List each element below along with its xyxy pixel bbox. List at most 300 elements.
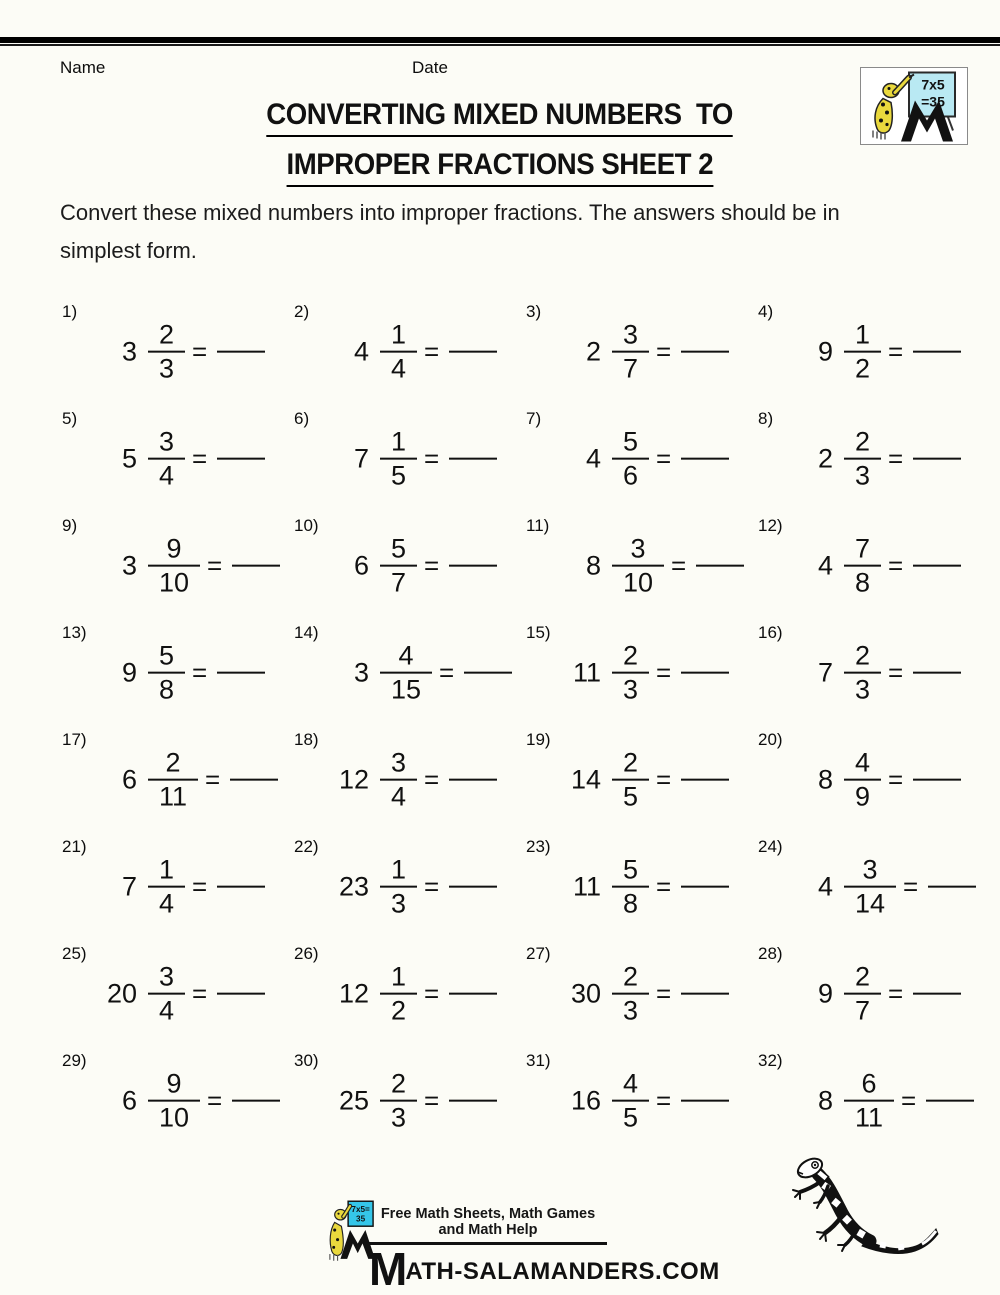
problem-number: 27) (526, 944, 551, 963)
problem-cell (751, 407, 983, 514)
equals-sign: = (424, 550, 440, 581)
equals-sign: = (424, 764, 440, 795)
problem-cell (287, 514, 519, 621)
problem-number: 15) (526, 623, 551, 642)
whole-number: 6 (121, 764, 137, 795)
problem-expression (317, 1070, 497, 1133)
fraction-numerator: 3 (862, 854, 878, 885)
problem-number: 10) (294, 516, 319, 535)
fraction-denominator: 7 (380, 565, 417, 597)
fraction (844, 642, 881, 705)
equals-sign: = (207, 1085, 223, 1116)
problem-cell (751, 1049, 983, 1156)
problem-cell (55, 300, 287, 407)
fraction-denominator: 4 (148, 458, 185, 490)
problem-number: 1) (62, 302, 78, 321)
problem-cell (55, 621, 287, 728)
problem-expression (317, 428, 497, 491)
problem-expression (781, 749, 961, 812)
problem-number: 20) (758, 730, 783, 749)
fraction-denominator: 3 (148, 351, 185, 383)
instructions-text (60, 194, 960, 269)
problem-number: 32) (758, 1051, 783, 1070)
whole-number: 11 (572, 871, 601, 902)
problem-number: 28) (758, 944, 783, 963)
fraction (380, 321, 417, 384)
problem-expression (85, 642, 265, 705)
fraction (380, 428, 417, 491)
answer-blank (681, 993, 729, 995)
problem-number: 23) (526, 837, 551, 856)
answer-blank (926, 1100, 974, 1102)
problem-number: 31) (526, 1051, 551, 1070)
problem-expression (781, 428, 961, 491)
problem-cell (287, 942, 519, 1049)
fraction-numerator: 1 (855, 319, 871, 350)
problem-expression (85, 749, 278, 812)
answer-blank (449, 886, 497, 888)
problem-number: 25) (62, 944, 87, 963)
problem-number: 7) (526, 409, 542, 428)
fraction-denominator: 10 (148, 1100, 200, 1132)
fraction-denominator: 4 (380, 351, 417, 383)
fraction-numerator: 7 (855, 533, 871, 564)
svg-text:=35: =35 (921, 93, 945, 110)
problem-expression (781, 856, 976, 919)
equals-sign: = (888, 336, 904, 367)
whole-number: 9 (817, 336, 833, 367)
fraction (844, 749, 881, 812)
answer-blank (928, 886, 976, 888)
problem-expression (85, 535, 280, 598)
equals-sign: = (192, 978, 208, 1009)
problem-cell (55, 942, 287, 1049)
problem-expression (317, 535, 497, 598)
fraction-denominator: 5 (380, 458, 417, 490)
fraction (380, 749, 417, 812)
fraction-numerator: 2 (623, 961, 639, 992)
whole-number: 5 (121, 443, 137, 474)
footer-salamander-icon (327, 1198, 375, 1264)
fraction-denominator: 11 (844, 1100, 894, 1132)
fraction (148, 963, 185, 1026)
fraction (844, 535, 881, 598)
fraction-numerator: 2 (855, 426, 871, 457)
whole-number: 4 (817, 871, 833, 902)
fraction-denominator: 8 (148, 672, 185, 704)
equals-sign: = (192, 336, 208, 367)
equals-sign: = (901, 1085, 917, 1116)
fraction (844, 428, 881, 491)
equals-sign: = (888, 657, 904, 688)
fraction-numerator: 3 (159, 961, 175, 992)
problem-cell (519, 514, 751, 621)
whole-number: 4 (585, 443, 601, 474)
site-name (369, 1243, 720, 1295)
fraction-denominator: 7 (844, 993, 881, 1025)
fraction-numerator: 4 (623, 1068, 639, 1099)
worksheet-title (0, 98, 1000, 187)
problem-cell (287, 835, 519, 942)
fraction-numerator: 9 (166, 1068, 182, 1099)
problem-number: 13) (62, 623, 87, 642)
problem-number: 24) (758, 837, 783, 856)
fraction (612, 749, 649, 812)
problem-number: 8) (758, 409, 774, 428)
problem-number: 3) (526, 302, 542, 321)
whole-number: 2 (585, 336, 601, 367)
footer-tagline: Free Math Sheets, Math Games and Math Help (380, 1206, 596, 1238)
problem-expression (549, 321, 729, 384)
whole-number: 8 (585, 550, 601, 581)
equals-sign: = (656, 1085, 672, 1116)
problem-expression (549, 749, 729, 812)
whole-number: 6 (121, 1085, 137, 1116)
equals-sign: = (424, 1085, 440, 1116)
whole-number: 23 (338, 871, 369, 902)
svg-text:7x5: 7x5 (921, 76, 945, 93)
fraction-numerator: 4 (855, 747, 871, 778)
fraction-numerator: 2 (165, 747, 181, 778)
equals-sign: = (656, 978, 672, 1009)
fraction-denominator: 3 (380, 1100, 417, 1132)
problem-cell (751, 514, 983, 621)
equals-sign: = (656, 657, 672, 688)
name-label: Name (60, 58, 106, 77)
whole-number: 4 (353, 336, 369, 367)
problem-number: 2) (294, 302, 310, 321)
problem-expression (549, 1070, 729, 1133)
answer-blank (681, 886, 729, 888)
problem-cell (519, 1049, 751, 1156)
problem-cell (55, 407, 287, 514)
equals-sign: = (192, 443, 208, 474)
site-name-m: M (369, 1243, 406, 1295)
problem-cell (55, 514, 287, 621)
whole-number: 30 (570, 978, 601, 1009)
whole-number: 16 (570, 1085, 601, 1116)
fraction-denominator: 4 (380, 779, 417, 811)
problem-expression (781, 321, 961, 384)
answer-blank (449, 565, 497, 567)
problem-cell (55, 835, 287, 942)
fraction-numerator: 5 (159, 640, 175, 671)
instructions-line-2: simplest form. (60, 237, 197, 263)
fraction-numerator: 5 (623, 854, 639, 885)
problem-cell (287, 407, 519, 514)
problem-number: 16) (758, 623, 783, 642)
problem-cell (751, 835, 983, 942)
svg-text:35: 35 (356, 1214, 366, 1224)
equals-sign: = (424, 871, 440, 902)
whole-number: 14 (570, 764, 601, 795)
problem-number: 6) (294, 409, 310, 428)
whole-number: 7 (817, 657, 833, 688)
fraction (148, 428, 185, 491)
answer-blank (464, 672, 512, 674)
problem-expression (549, 428, 729, 491)
problem-cell (287, 621, 519, 728)
problem-expression (85, 856, 265, 919)
equals-sign: = (888, 978, 904, 1009)
whole-number: 25 (338, 1085, 369, 1116)
answer-blank (449, 993, 497, 995)
fraction-denominator: 8 (612, 886, 649, 918)
fraction-denominator: 10 (148, 565, 200, 597)
problem-expression (317, 642, 512, 705)
problem-number: 19) (526, 730, 551, 749)
fraction (380, 642, 432, 705)
fraction (612, 428, 649, 491)
equals-sign: = (192, 657, 208, 688)
whole-number: 8 (817, 764, 833, 795)
fraction (844, 856, 896, 919)
problem-cell (287, 300, 519, 407)
fraction-numerator: 6 (861, 1068, 877, 1099)
fraction-numerator: 5 (391, 533, 407, 564)
problem-expression (85, 963, 265, 1026)
problem-number: 12) (758, 516, 783, 535)
fraction (380, 1070, 417, 1133)
whole-number: 7 (121, 871, 137, 902)
problem-cell (519, 407, 751, 514)
answer-blank (449, 351, 497, 353)
problem-cell (519, 621, 751, 728)
fraction-numerator: 2 (855, 640, 871, 671)
whole-number: 9 (817, 978, 833, 1009)
whole-number: 4 (817, 550, 833, 581)
problem-cell (287, 1049, 519, 1156)
fraction-denominator: 7 (612, 351, 649, 383)
site-name-rest: ATH-SALAMANDERS.COM (405, 1258, 720, 1285)
fraction-numerator: 2 (159, 319, 175, 350)
problem-expression (85, 1070, 280, 1133)
title-line-2: IMPROPER FRACTIONS SHEET 2 (287, 148, 714, 187)
fraction-numerator: 1 (391, 961, 407, 992)
whole-number: 8 (817, 1085, 833, 1116)
fraction (148, 535, 200, 598)
fraction-denominator: 9 (844, 779, 881, 811)
fraction (380, 856, 417, 919)
fraction-denominator: 3 (844, 458, 881, 490)
answer-blank (913, 458, 961, 460)
whole-number: 9 (121, 657, 137, 688)
problem-cell (519, 728, 751, 835)
answer-blank (449, 458, 497, 460)
fraction-numerator: 1 (391, 426, 407, 457)
whole-number: 12 (338, 978, 369, 1009)
fraction (612, 963, 649, 1026)
problem-number: 4) (758, 302, 774, 321)
fraction-denominator: 3 (612, 993, 649, 1025)
problem-expression (85, 321, 265, 384)
problem-expression (549, 535, 744, 598)
problem-number: 26) (294, 944, 319, 963)
fraction-denominator: 8 (844, 565, 881, 597)
title-line-1: CONVERTING MIXED NUMBERS TO (267, 98, 734, 137)
problem-cell (519, 942, 751, 1049)
answer-blank (913, 993, 961, 995)
whole-number: 6 (353, 550, 369, 581)
equals-sign: = (671, 550, 687, 581)
fraction-numerator: 3 (623, 319, 639, 350)
whole-number: 3 (353, 657, 369, 688)
fraction-numerator: 2 (623, 747, 639, 778)
fraction-denominator: 3 (380, 886, 417, 918)
problem-expression (781, 963, 961, 1026)
problem-number: 11) (526, 516, 550, 535)
answer-blank (913, 565, 961, 567)
equals-sign: = (656, 871, 672, 902)
answer-blank (681, 1100, 729, 1102)
problem-expression (549, 856, 729, 919)
fraction-numerator: 3 (159, 426, 175, 457)
fraction-denominator: 2 (844, 351, 881, 383)
equals-sign: = (888, 550, 904, 581)
problem-expression (317, 856, 497, 919)
fraction (612, 856, 649, 919)
problem-number: 30) (294, 1051, 319, 1070)
fraction-numerator: 2 (623, 640, 639, 671)
answer-blank (681, 672, 729, 674)
fraction (844, 1070, 894, 1133)
answer-blank (913, 779, 961, 781)
fraction-denominator: 2 (380, 993, 417, 1025)
problem-cell (55, 1049, 287, 1156)
answer-blank (696, 565, 744, 567)
top-border-rule (0, 37, 1000, 46)
answer-blank (449, 1100, 497, 1102)
answer-blank (217, 993, 265, 995)
fraction-numerator: 3 (630, 533, 646, 564)
answer-blank (217, 886, 265, 888)
problem-expression (549, 642, 729, 705)
answer-blank (232, 565, 280, 567)
fraction-denominator: 4 (148, 993, 185, 1025)
problem-number: 14) (294, 623, 319, 642)
whole-number: 7 (353, 443, 369, 474)
problem-cell (751, 728, 983, 835)
fraction (380, 535, 417, 598)
equals-sign: = (192, 871, 208, 902)
answer-blank (232, 1100, 280, 1102)
answer-blank (913, 351, 961, 353)
answer-blank (217, 351, 265, 353)
problem-number: 5) (62, 409, 78, 428)
problem-cell (519, 300, 751, 407)
fraction-numerator: 5 (623, 426, 639, 457)
problem-expression (549, 963, 729, 1026)
instructions-line-1: Convert these mixed numbers into improper fractions. The answers should be in (60, 200, 840, 225)
fraction-denominator: 3 (612, 672, 649, 704)
whole-number: 3 (121, 550, 137, 581)
fraction-numerator: 1 (391, 319, 407, 350)
fraction-denominator: 6 (612, 458, 649, 490)
fraction (844, 963, 881, 1026)
equals-sign: = (207, 550, 223, 581)
answer-blank (913, 672, 961, 674)
fraction-denominator: 10 (612, 565, 664, 597)
fraction-numerator: 2 (855, 961, 871, 992)
fraction (612, 535, 664, 598)
problem-cell (751, 300, 983, 407)
answer-blank (681, 351, 729, 353)
answer-blank (449, 779, 497, 781)
fraction (612, 642, 649, 705)
problem-expression (317, 963, 497, 1026)
equals-sign: = (888, 764, 904, 795)
answer-blank (217, 458, 265, 460)
footer-branding (327, 1198, 720, 1295)
problem-number: 9) (62, 516, 78, 535)
problem-number: 29) (62, 1051, 87, 1070)
equals-sign: = (656, 443, 672, 474)
problem-expression (781, 642, 961, 705)
fraction-denominator: 5 (612, 779, 649, 811)
fraction-numerator: 4 (398, 640, 414, 671)
problem-number: 21) (62, 837, 87, 856)
whole-number: 2 (817, 443, 833, 474)
fraction (148, 1070, 200, 1133)
problem-expression (781, 1070, 974, 1133)
fraction-numerator: 9 (166, 533, 182, 564)
fraction-denominator: 14 (844, 886, 896, 918)
equals-sign: = (424, 978, 440, 1009)
answer-blank (217, 672, 265, 674)
problem-expression (317, 749, 497, 812)
fraction-denominator: 11 (148, 779, 198, 811)
equals-sign: = (424, 443, 440, 474)
problems-grid (55, 300, 983, 1156)
equals-sign: = (205, 764, 221, 795)
fraction-denominator: 3 (844, 672, 881, 704)
fraction-denominator: 15 (380, 672, 432, 704)
problem-cell (519, 835, 751, 942)
problem-number: 17) (62, 730, 87, 749)
equals-sign: = (888, 443, 904, 474)
equals-sign: = (439, 657, 455, 688)
problem-cell (287, 728, 519, 835)
fraction-denominator: 5 (612, 1100, 649, 1132)
fraction-denominator: 4 (148, 886, 185, 918)
fraction-numerator: 1 (391, 854, 407, 885)
equals-sign: = (424, 336, 440, 367)
fraction (844, 321, 881, 384)
date-label: Date (412, 58, 448, 77)
whole-number: 12 (338, 764, 369, 795)
fraction (380, 963, 417, 1026)
problem-number: 18) (294, 730, 319, 749)
fraction (148, 321, 185, 384)
fraction (148, 642, 185, 705)
whole-number: 3 (121, 336, 137, 367)
equals-sign: = (656, 764, 672, 795)
equals-sign: = (903, 871, 919, 902)
fraction (612, 1070, 649, 1133)
problem-cell (751, 942, 983, 1049)
answer-blank (681, 458, 729, 460)
equals-sign: = (656, 336, 672, 367)
problem-cell (751, 621, 983, 728)
whole-number: 11 (572, 657, 601, 688)
gecko-illustration (790, 1156, 940, 1279)
fraction-numerator: 2 (391, 1068, 407, 1099)
fraction (148, 856, 185, 919)
answer-blank (681, 779, 729, 781)
svg-text:7x5=: 7x5= (351, 1204, 370, 1214)
fraction-numerator: 1 (159, 854, 175, 885)
fraction (612, 321, 649, 384)
